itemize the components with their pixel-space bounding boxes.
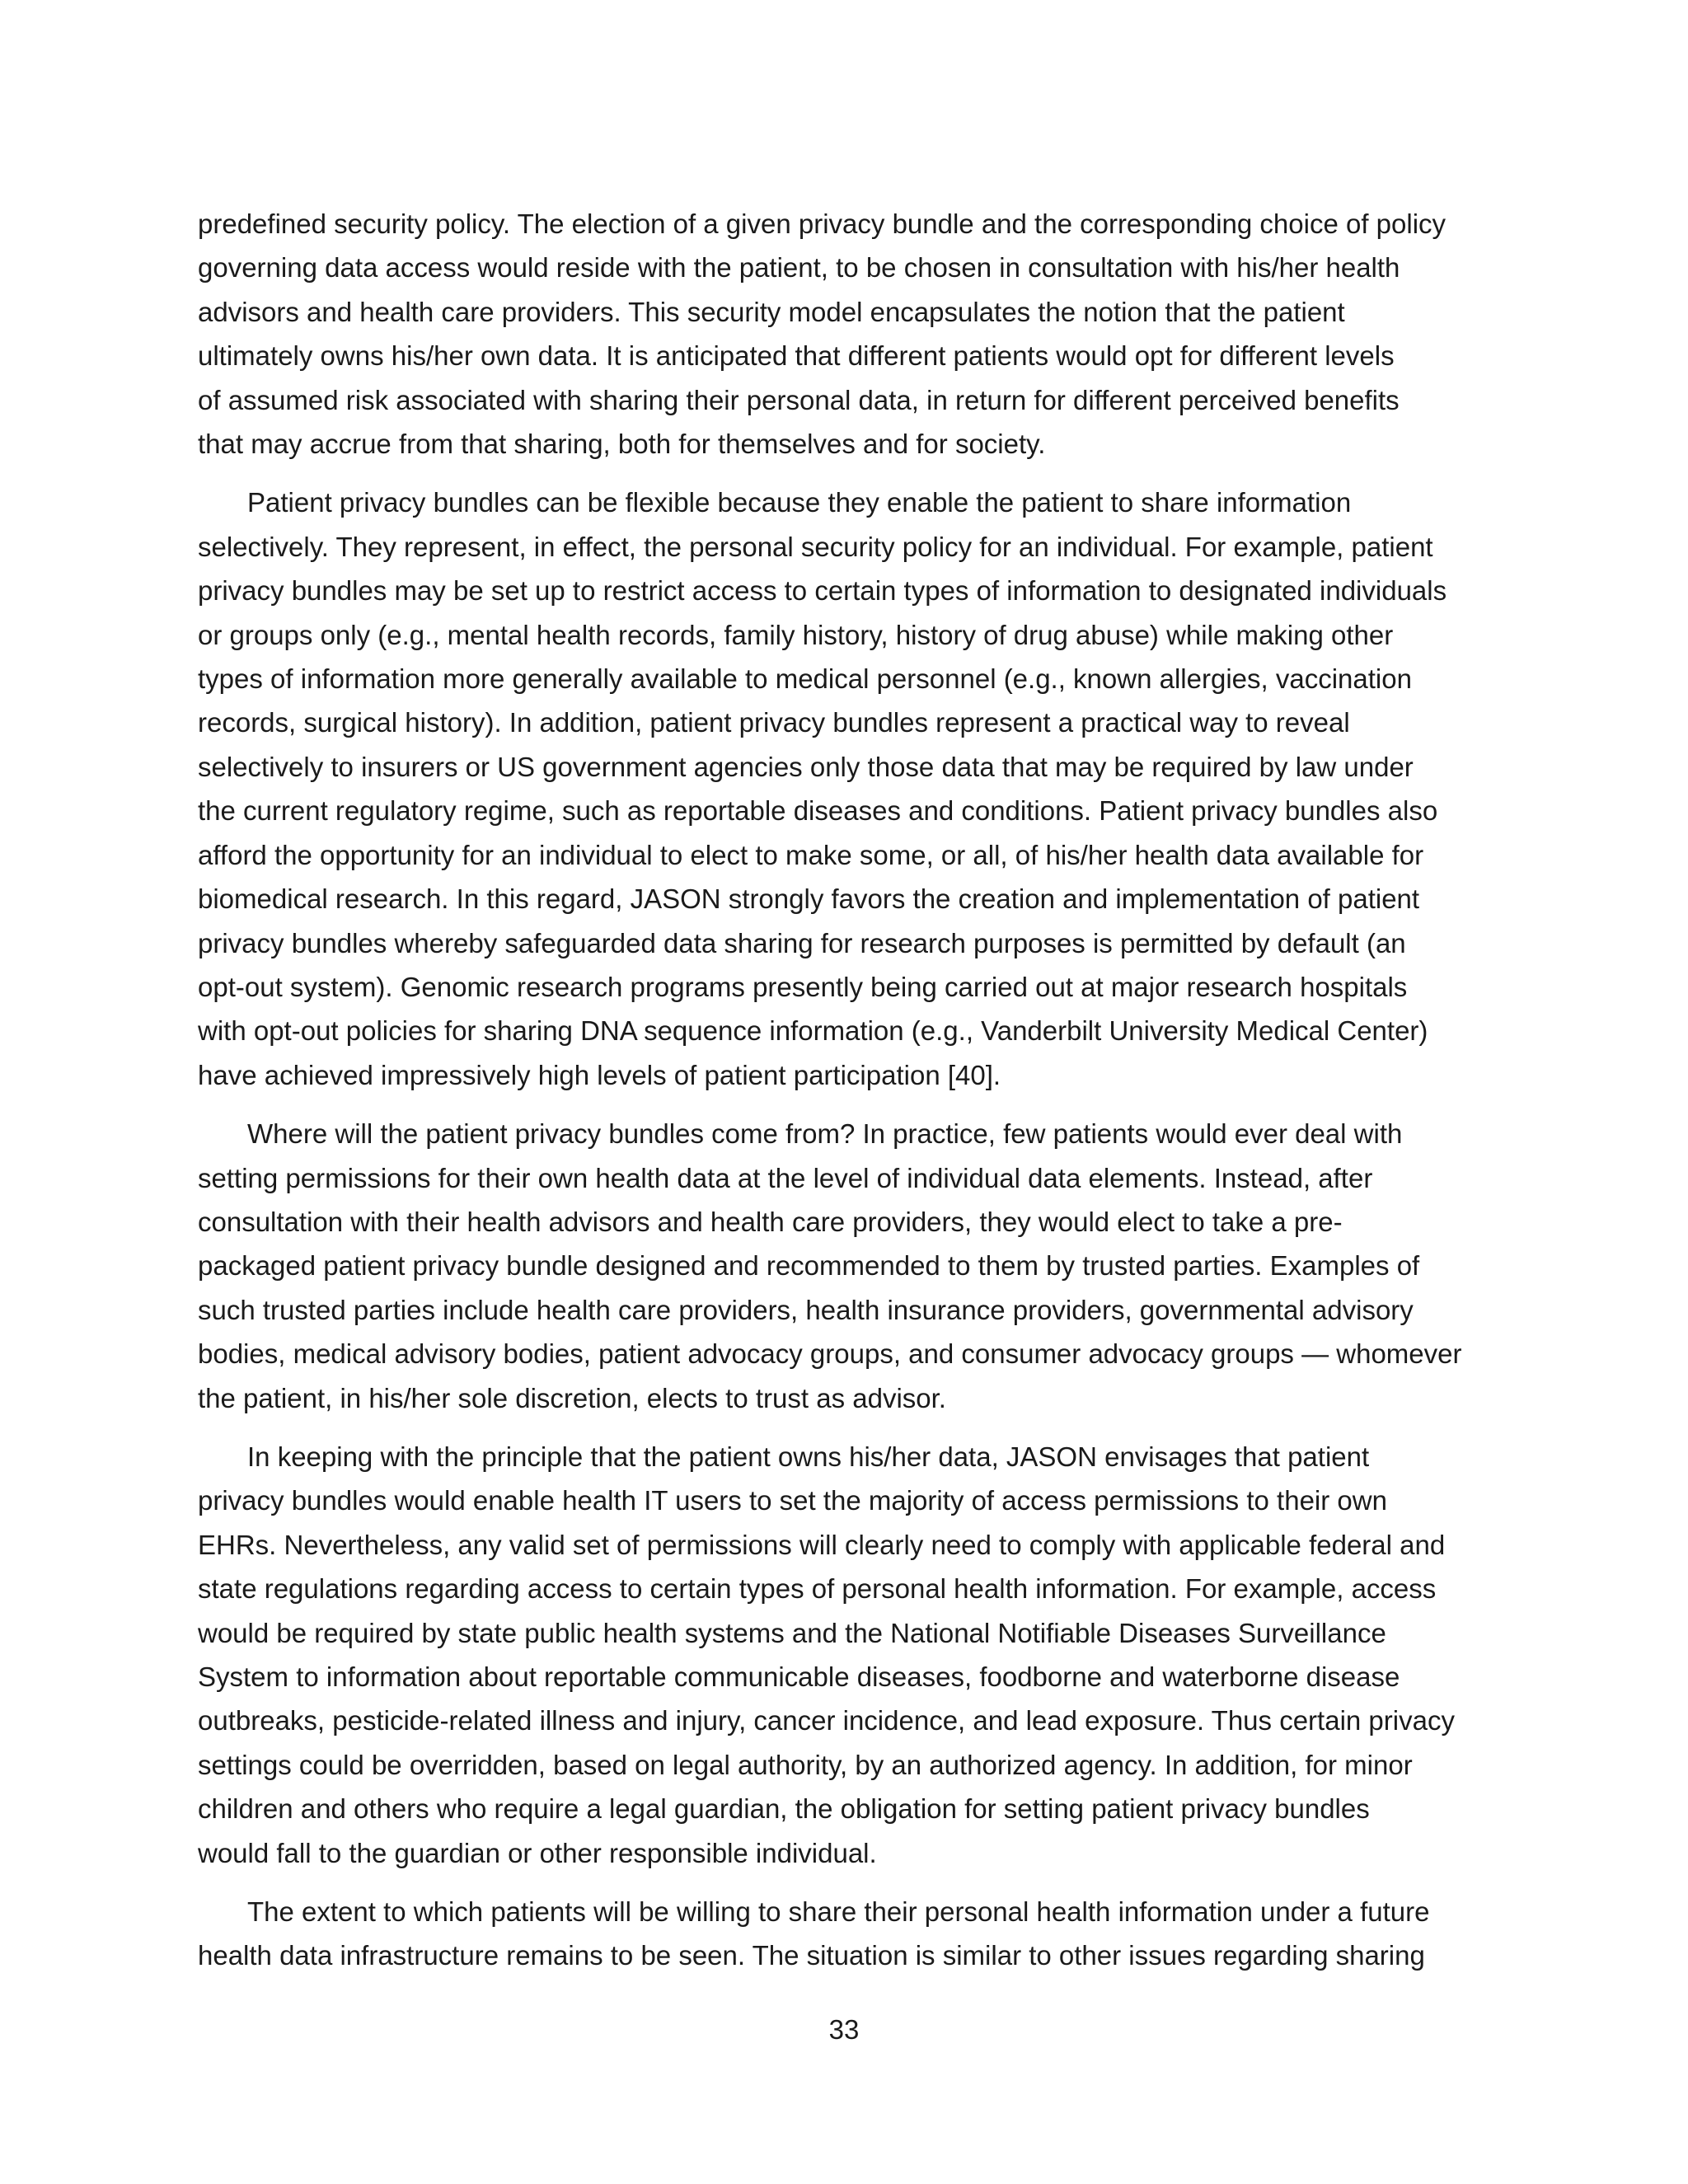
text-line: or groups only (e.g., mental health records, family history, history of drug abuse) while making other xyxy=(198,619,1394,650)
text-line: governing data access would reside with the patient, to be chosen in consultation with his/her health xyxy=(198,252,1400,284)
text-line: ultimately owns his/her own data. It is anticipated that different patients would opt for different levels xyxy=(198,340,1395,372)
text-line: privacy bundles would enable health IT users to set the majority of access permissions to their own xyxy=(198,1485,1387,1516)
text-line: Where will the patient privacy bundles come from? In practice, few patients would ever deal with xyxy=(247,1118,1403,1150)
text-line: state regulations regarding access to certain types of personal health information. For example, access xyxy=(198,1573,1437,1605)
text-line: consultation with their health advisors and health care providers, they would elect to take a pre- xyxy=(198,1206,1343,1237)
text-line: children and others who require a legal guardian, the obligation for setting patient privacy bundles xyxy=(198,1793,1370,1825)
text-line: setting permissions for their own health data at the level of individual data elements. Instead, after xyxy=(198,1162,1373,1193)
paragraph-4 xyxy=(198,1435,1500,1875)
text-line: of assumed risk associated with sharing their personal data, in return for different perceived benefits xyxy=(198,384,1400,415)
text-line: packaged patient privacy bundle designed and recommended to them by trusted parties. Examples of xyxy=(198,1250,1420,1282)
text-line: The extent to which patients will be willing to share their personal health information under a future xyxy=(247,1896,1430,1928)
text-line: types of information more generally available to medical personnel (e.g., known allergies, vaccination xyxy=(198,663,1412,695)
text-line: EHRs. Nevertheless, any valid set of permissions will clearly need to comply with applicable federal and xyxy=(198,1529,1446,1560)
text-line: with opt-out policies for sharing DNA sequence information (e.g., Vanderbilt University Medical Center) xyxy=(198,1015,1428,1047)
text-line: privacy bundles may be set up to restrict access to certain types of information to designated individuals xyxy=(198,575,1447,607)
text-line: such trusted parties include health care providers, health insurance providers, governmental advisory xyxy=(198,1294,1414,1325)
text-line: health data infrastructure remains to be seen. The situation is similar to other issues regarding sharing xyxy=(198,1940,1425,1971)
text-line: advisors and health care providers. This security model encapsulates the notion that the patient xyxy=(198,296,1345,327)
document-body xyxy=(198,202,1500,1993)
paragraph-5 xyxy=(198,1890,1500,1978)
text-line: afford the opportunity for an individual to elect to make some, or all, of his/her health data available for xyxy=(198,839,1424,870)
text-line: the patient, in his/her sole discretion, elects to trust as advisor. xyxy=(198,1382,946,1413)
text-line: settings could be overridden, based on legal authority, by an authorized agency. In addition, for minor xyxy=(198,1749,1413,1780)
text-line: Patient privacy bundles can be flexible because they enable the patient to share information xyxy=(247,487,1352,518)
paragraph-1 xyxy=(198,202,1500,466)
text-line: the current regulatory regime, such as reportable diseases and conditions. Patient privacy bundles also xyxy=(198,795,1438,827)
text-line: predefined security policy. The election of a given privacy bundle and the corresponding choice of policy xyxy=(198,209,1447,239)
text-line: selectively. They represent, in effect, the personal security policy for an individual. For example, patient xyxy=(198,531,1433,562)
text-line: opt-out system). Genomic research programs presently being carried out at major research hospitals xyxy=(198,971,1408,1002)
text-line: System to information about reportable communicable diseases, foodborne and waterborne disease xyxy=(198,1661,1400,1692)
text-line: outbreaks, pesticide-related illness and injury, cancer incidence, and lead exposure. Thus certain privacy xyxy=(198,1705,1455,1736)
text-line: bodies, medical advisory bodies, patient advocacy groups, and consumer advocacy groups — whomever xyxy=(198,1338,1462,1370)
text-line: biomedical research. In this regard, JASON strongly favors the creation and implementation of patient xyxy=(198,883,1420,915)
text-line: In keeping with the principle that the patient owns his/her data, JASON envisages that patient xyxy=(247,1441,1370,1472)
paragraph-2 xyxy=(198,480,1500,1097)
text-line: have achieved impressively high levels of patient participation [40]. xyxy=(198,1059,1001,1090)
page-number: 33 xyxy=(828,2014,860,2045)
text-line: that may accrue from that sharing, both for themselves and for society. xyxy=(198,429,1046,460)
text-line: records, surgical history). In addition, patient privacy bundles represent a practical way to reveal xyxy=(198,707,1350,738)
text-line: privacy bundles whereby safeguarded data sharing for research purposes is permitted by default (an xyxy=(198,927,1406,958)
text-line: would be required by state public health systems and the National Notifiable Diseases Surveillance xyxy=(198,1617,1386,1648)
text-line: selectively to insurers or US government agencies only those data that may be required by law under xyxy=(198,751,1414,782)
text-line: would fall to the guardian or other responsible individual. xyxy=(198,1837,877,1868)
paragraph-3 xyxy=(198,1112,1500,1420)
